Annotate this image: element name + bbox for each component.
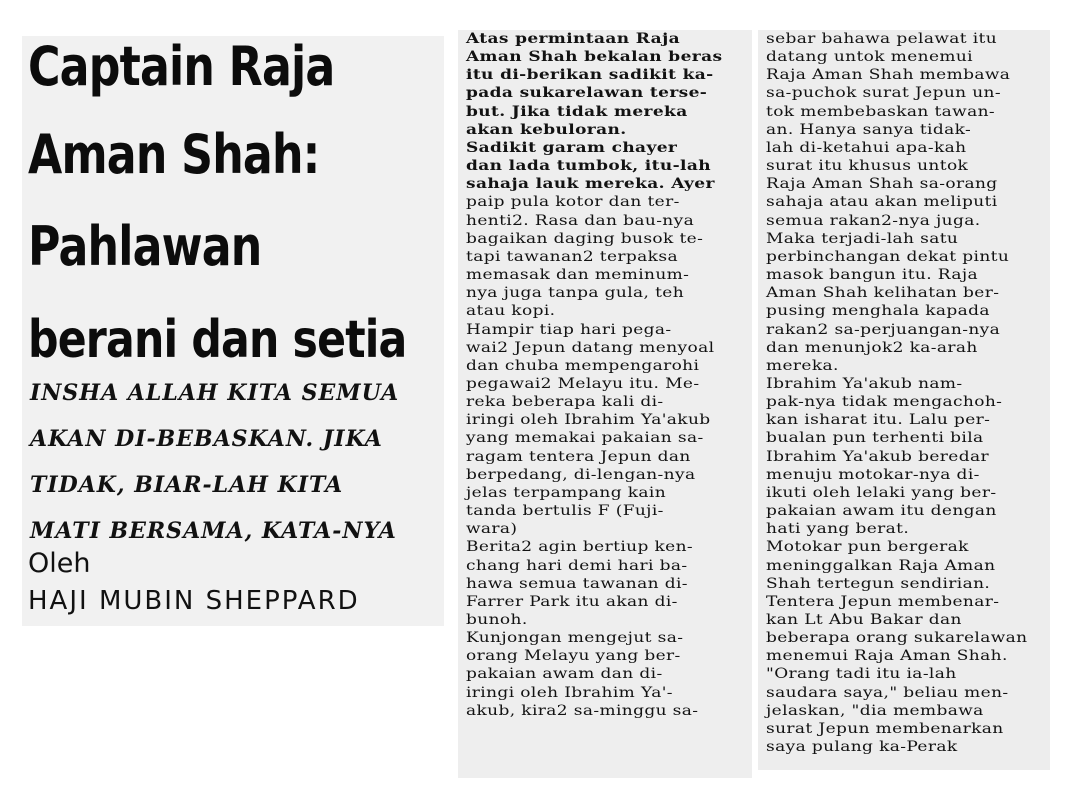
column-line: reka beberapa kali di- [466,394,664,411]
column-line: mereka. [766,357,839,374]
column-right-text [758,30,1050,770]
column-line: wai2 Jepun datang menyoal [466,339,715,356]
column-line: jelaskan, "dia membawa [766,702,984,719]
column-line: bagaikan daging busok te- [466,230,704,247]
column-line: wara) [466,521,518,538]
column-line: masok bangun itu. Raja [766,267,978,284]
column-line: memasak dan meminum- [466,267,690,284]
column-line: perbinchangan dekat pintu [766,248,1010,265]
column-line: Kunjongan mengejut sa- [466,630,684,647]
article-column-right [758,30,1050,770]
column-line: dan chuba mempengarohi [466,357,700,374]
column-line: paip pula kotor dan ter- [466,194,680,211]
column-line: beberapa orang sukarelawan [766,630,1028,647]
column-line: chang hari demi hari ba- [466,557,688,574]
article-column-middle [458,30,752,778]
column-line: pakaian awam itu dengan [766,503,997,520]
column-middle-text [458,30,752,778]
column-line: pusing menghala kapada [766,303,990,320]
column-line: pak-nya tidak mengachoh- [766,394,1003,411]
byline-prefix: Oleh [28,548,91,579]
column-line: kan isharat itu. Lalu per- [766,412,991,429]
column-line: nya juga tanpa gula, teh [466,285,685,302]
column-line: akub, kira2 sa-minggu sa- [466,702,699,719]
deck-line-3: TIDAK, BIAR-LAH KITA [30,472,344,498]
column-line: ikuti oleh lelaki yang ber- [766,484,997,501]
column-line: saya pulang ka-Perak [766,739,958,756]
column-line: semua rakan2-nya juga. [766,212,981,229]
column-line: Aman Shah kelihatan ber- [766,285,1000,302]
column-line: Aman Shah bekalan beras [466,49,723,66]
column-line: tok membebaskan tawan- [766,103,996,120]
column-line: pada sukarelawan terse- [466,85,708,102]
column-line: tanda bertulis F (Fuji- [466,503,664,520]
headline-line-2: Aman Shah: [28,123,320,186]
column-line: kan Lt Abu Bakar dan [766,612,962,628]
column-line: meninggalkan Raja Aman [766,557,996,574]
column-line: saudara saya," beliau men- [766,684,1009,701]
column-line: sahaja atau akan meliputi [766,194,998,211]
column-line: sahaja lauk mereka. Ayer [466,176,715,193]
column-line: Raja Aman Shah sa-orang [766,176,998,193]
column-line: Ibrahim Ya'akub nam- [766,375,963,392]
column-line: pakaian awam dan di- [466,666,663,683]
column-line: datang untok menemui [766,49,973,66]
column-line: Hampir tiap hari pega- [466,321,672,338]
column-line: surat itu khusus untok [766,158,969,175]
column-line: menemui Raja Aman Shah. [766,648,1008,665]
column-line: dan lada tumbok, itu-lah [466,158,711,175]
column-line: "Orang tadi itu ia-lah [766,666,957,683]
column-line: dan menunjok2 ka-arah [766,339,978,356]
column-line: Raja Aman Shah membawa [766,67,1011,84]
column-line: itu di-berikan sadikit ka- [466,67,714,84]
column-line: Shah tertegun sendirian. [766,575,991,592]
column-line: hati yang berat. [766,521,910,538]
column-line: lah di-ketahui apa-kah [766,139,967,156]
column-line: iringi oleh Ibrahim Ya'akub [466,412,711,429]
column-line: atau kopi. [466,303,556,320]
column-line: pegawai2 Melayu itu. Me- [466,375,700,392]
column-line: Ibrahim Ya'akub beredar [766,448,989,465]
column-line: but. Jika tidak mereka [466,103,688,120]
column-line: hawa semua tawanan di- [466,575,688,592]
deck-line-1: INSHA ALLAH KITA SEMUA [30,380,400,406]
column-line: Maka terjadi-lah satu [766,230,959,247]
column-line: ragam tentera Jepun dan [466,448,691,465]
column-line: henti2. Rasa dan bau-nya [466,212,695,229]
headline-line-1: Captain Raja [28,36,335,98]
column-line: Sadikit garam chayer [466,139,678,156]
column-line: bunoh. [466,612,528,628]
column-line: akan kebuloran. [466,121,627,138]
column-line: Atas permintaan Raja [466,31,680,47]
column-line: rakan2 sa-perjuangan-nya [766,321,1001,338]
deck-line-4: MATI BERSAMA, KATA-NYA [30,518,397,544]
column-line: iringi oleh Ibrahim Ya'- [466,684,673,701]
headline-clipping [22,36,444,626]
byline-author: HAJI MUBIN SHEPPARD [28,586,360,616]
column-line: jelas terpampang kain [466,484,667,501]
column-line: an. Hanya sanya tidak- [766,121,972,138]
column-line: sebar bahawa pelawat itu [766,31,998,47]
column-line: Tentera Jepun membenar- [766,593,1000,610]
column-line: berpedang, di-lengan-nya [466,466,696,483]
column-line: Berita2 agin bertiup ken- [466,539,694,556]
column-line: Farrer Park itu akan di- [466,593,678,610]
headline-line-3: Pahlawan [28,215,262,278]
column-paragraph [766,30,1042,756]
column-line: tapi tawanan2 terpaksa [466,248,678,265]
column-line: Motokar pun bergerak [766,539,969,556]
column-line: yang memakai pakaian sa- [466,430,704,447]
column-line: menuju motokar-nya di- [766,466,980,483]
deck-line-2: AKAN DI-BEBASKAN. JIKA [30,426,383,452]
column-line: sa-puchok surat Jepun un- [766,85,1001,102]
column-line: surat Jepun membenarkan [766,720,1004,737]
column-line: bualan pun terhenti bila [766,430,984,447]
column-paragraph [466,30,744,720]
headline-line-4: berani dan setia [28,310,407,370]
column-line: orang Melayu yang ber- [466,648,681,665]
